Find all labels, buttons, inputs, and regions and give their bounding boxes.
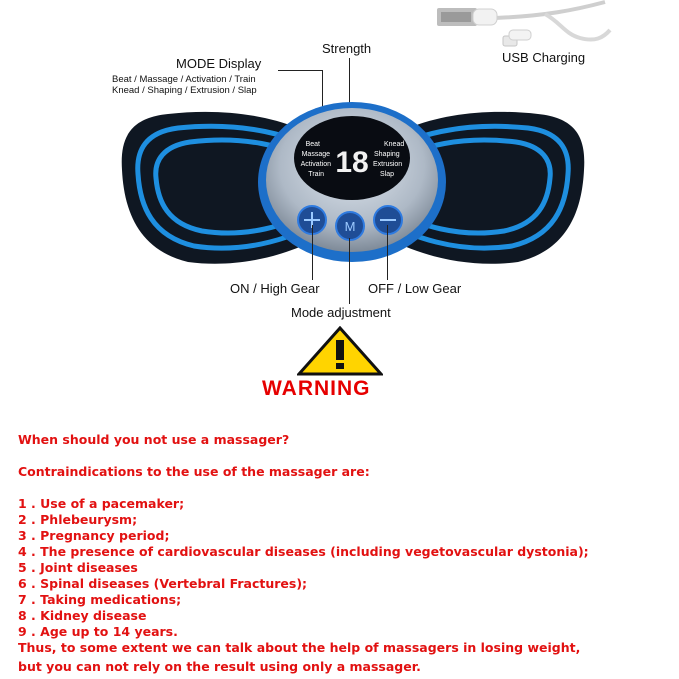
warning-line: 1 . Use of a pacemaker; — [18, 496, 185, 511]
mode-adjust-leader — [349, 238, 350, 304]
off-low-gear-label: OFF / Low Gear — [368, 281, 462, 296]
mode-massage: Massage — [301, 151, 330, 158]
display-digits: 18 — [335, 146, 369, 179]
warning-title: WARNING — [262, 377, 371, 400]
mode-knead: Knead — [384, 141, 405, 148]
usb-charging-label: USB Charging — [502, 50, 586, 65]
mode-button-label: M — [344, 219, 356, 234]
warning-line: 4 . The presence of cardiovascular diseases (including vegetovascular dystonia); — [18, 544, 589, 559]
on-leader — [312, 225, 313, 280]
warning-line: 6 . Spinal diseases (Vertebral Fractures); — [18, 576, 308, 591]
warning-line: 2 . Phlebeurysm; — [18, 512, 138, 527]
massager-device — [118, 100, 588, 275]
mode-activation: Activation — [300, 161, 331, 168]
mode-button[interactable] — [336, 212, 364, 240]
usb-cable-image — [425, 0, 615, 50]
mode-shaping: Shaping — [374, 151, 400, 158]
mode-list-1: Beat / Massage / Activation / Train — [112, 74, 256, 85]
mode-leader-h — [278, 70, 322, 71]
mode-display-label: MODE Display — [176, 56, 262, 71]
strength-label: Strength — [322, 41, 372, 56]
mode-slap: Slap — [380, 171, 395, 178]
mode-extrusion: Extrusion — [373, 161, 403, 168]
warning-line: Contraindications to the use of the massager are: — [18, 464, 370, 479]
on-high-gear-label: ON / High Gear — [230, 281, 320, 296]
mode-list-2: Knead / Shaping / Extrusion / Slap — [112, 85, 257, 96]
warning-line: 5 . Joint diseases — [18, 560, 138, 575]
warning-line: 7 . Taking medications; — [18, 592, 182, 607]
mode-beat: Beat — [305, 141, 320, 148]
off-leader — [387, 225, 388, 280]
warning-line: 3 . Pregnancy period; — [18, 528, 170, 543]
warning-line: but you can not rely on the result using only a massager. — [18, 659, 421, 674]
warning-line: 8 . Kidney disease — [18, 608, 147, 623]
warning-line: Thus, to some extent we can talk about the help of massagers in losing weight, — [18, 640, 581, 655]
warning-line: When should you not use a massager? — [18, 432, 290, 447]
minus-button[interactable] — [374, 206, 402, 234]
mode-train: Train — [308, 171, 324, 178]
warning-line: 9 . Age up to 14 years. — [18, 624, 178, 639]
mode-adjustment-label: Mode adjustment — [291, 305, 391, 320]
warning-triangle-icon — [297, 326, 383, 376]
